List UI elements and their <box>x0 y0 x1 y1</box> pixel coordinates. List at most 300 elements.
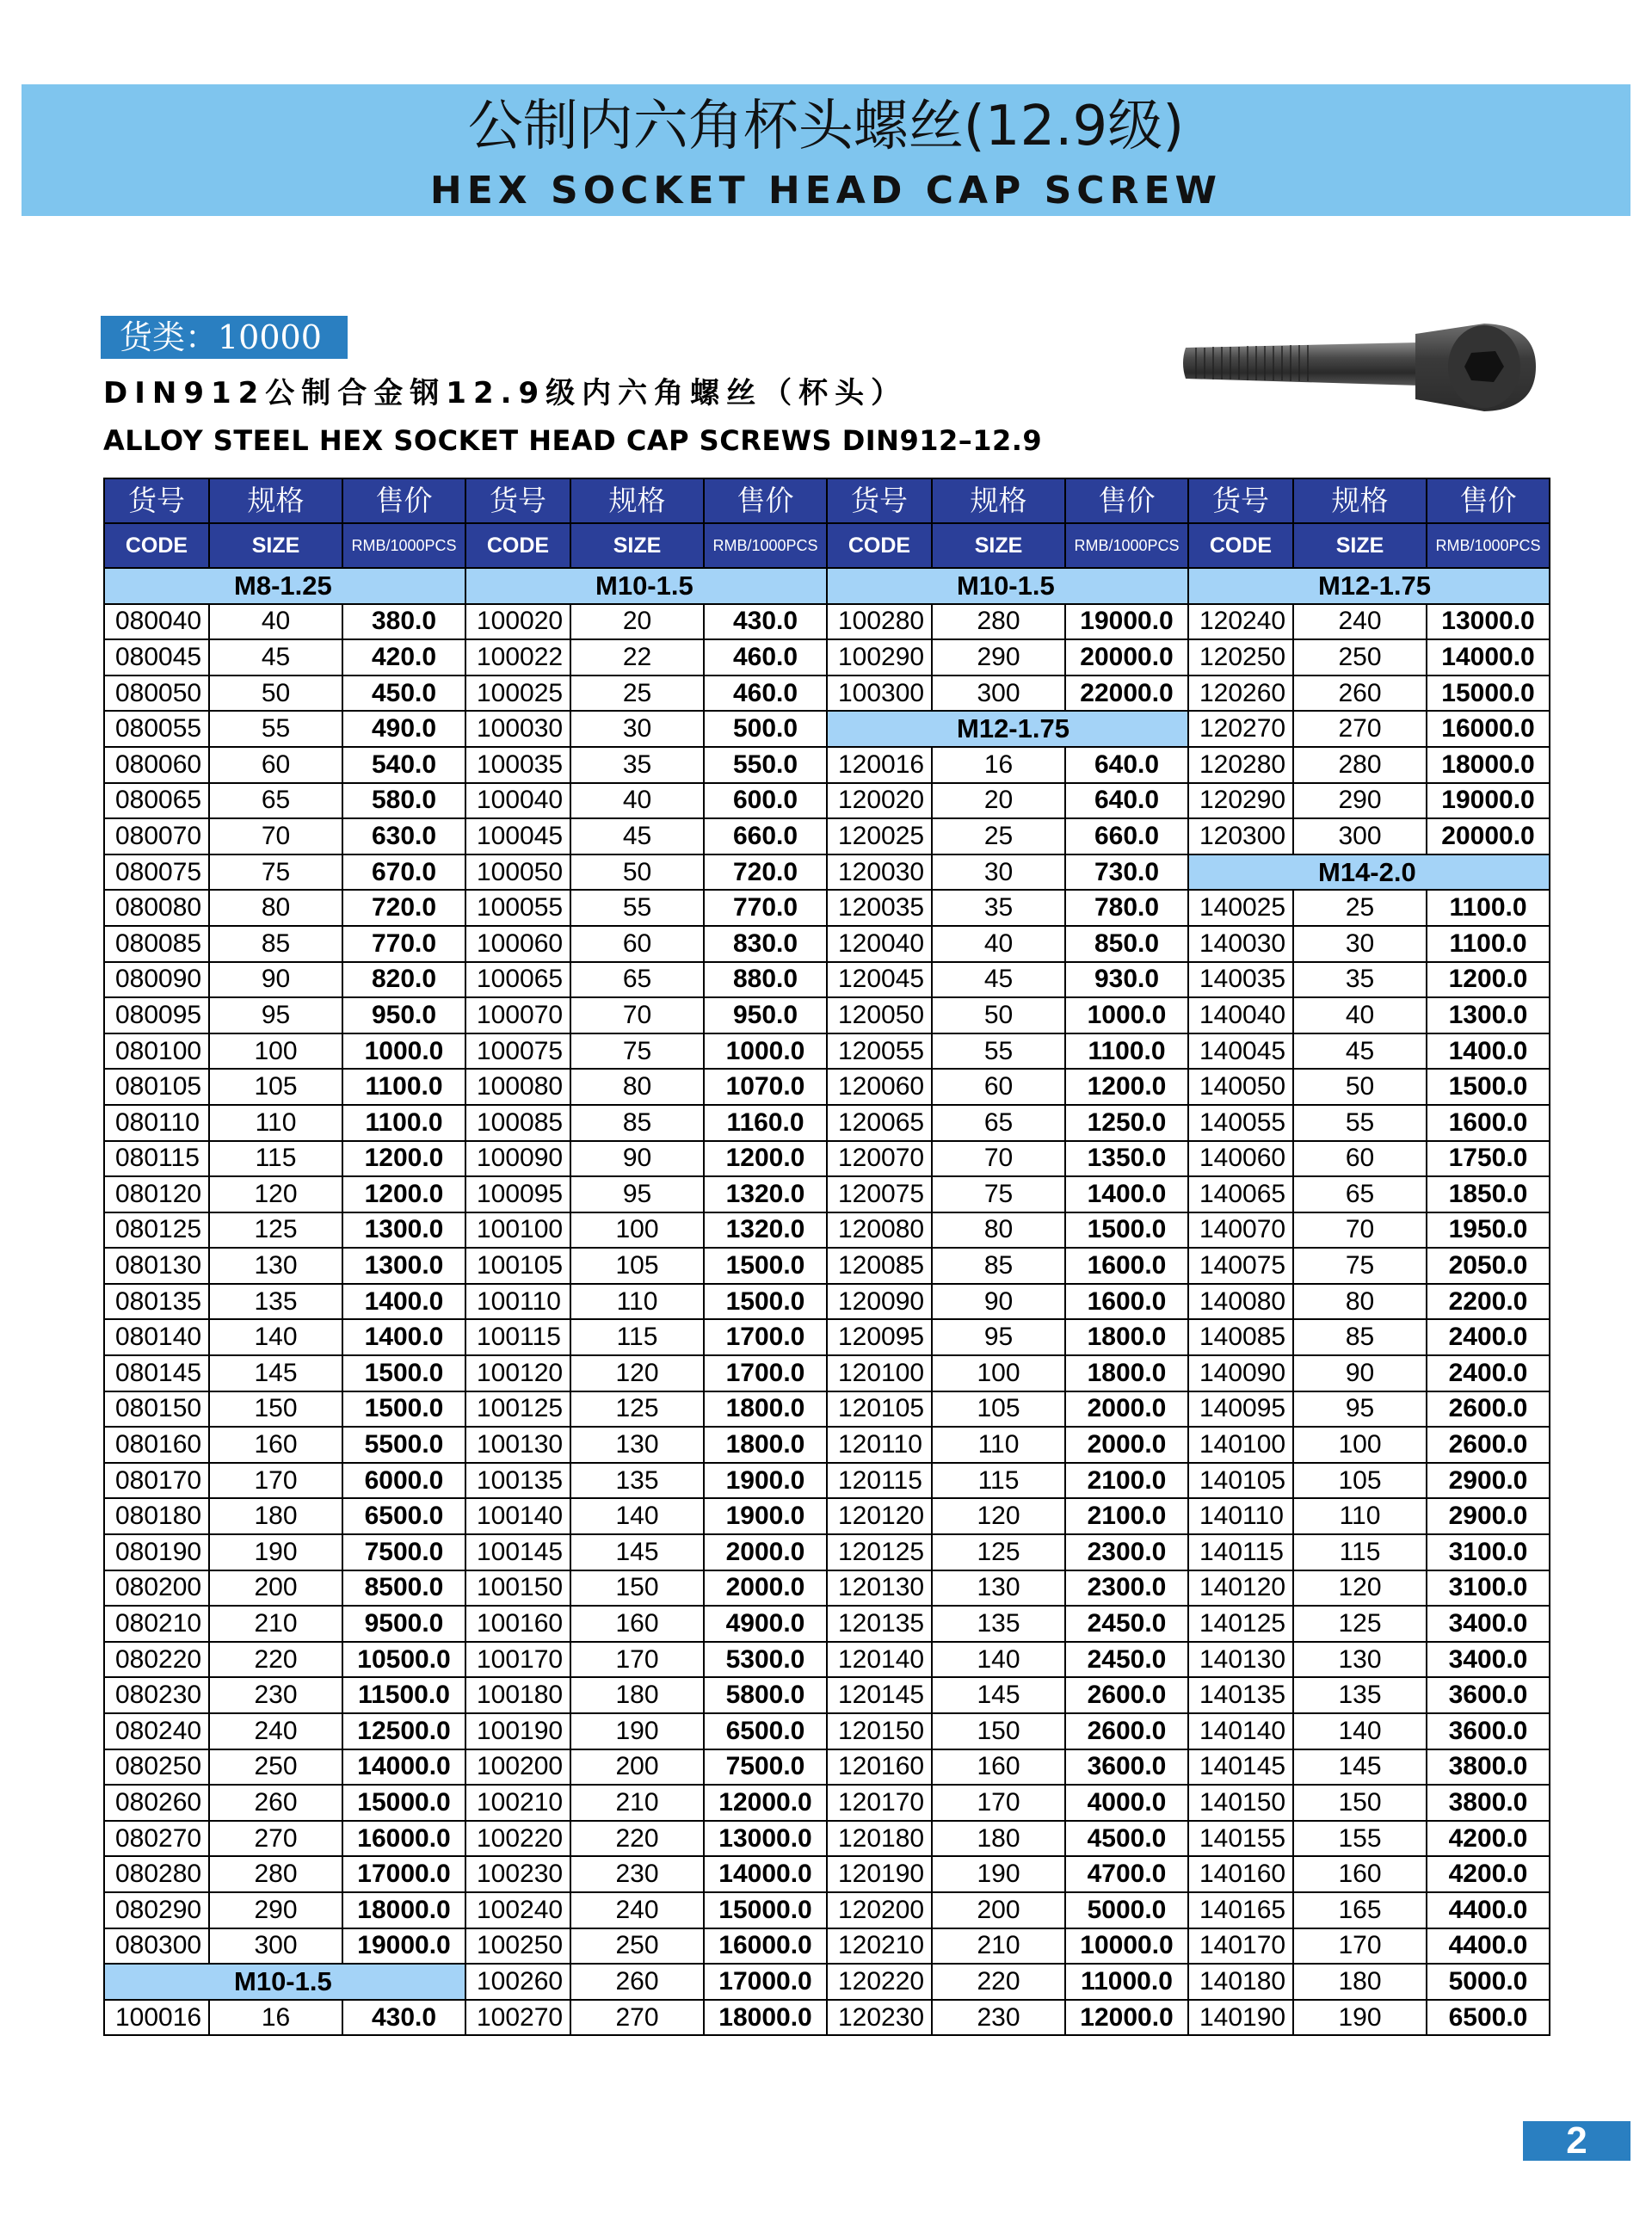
table-row <box>104 711 1550 747</box>
code-cell: 100270 <box>465 2000 570 2036</box>
price-cell: 1160.0 <box>704 1105 827 1141</box>
code-cell: 080050 <box>104 676 209 712</box>
table-row <box>104 1176 1550 1212</box>
code-cell: 120125 <box>827 1534 932 1570</box>
size-cell: 200 <box>932 1892 1065 1928</box>
size-cell: 115 <box>932 1463 1065 1499</box>
price-cell: 1600.0 <box>1065 1248 1188 1284</box>
code-cell: 100075 <box>465 1033 570 1070</box>
code-cell: 100065 <box>465 962 570 998</box>
price-cell: 11500.0 <box>342 1677 465 1713</box>
size-cell: 70 <box>209 818 342 854</box>
code-cell: 120150 <box>827 1713 932 1749</box>
table-row <box>104 1033 1550 1070</box>
price-cell: 19000.0 <box>342 1928 465 1965</box>
code-cell: 140035 <box>1188 962 1293 998</box>
code-cell: 100070 <box>465 997 570 1033</box>
size-cell: 22 <box>570 639 704 676</box>
size-cell: 110 <box>1293 1498 1427 1534</box>
size-cell: 120 <box>932 1498 1065 1534</box>
size-cell: 16 <box>932 747 1065 783</box>
price-cell: 6500.0 <box>342 1498 465 1534</box>
table-row <box>104 1821 1550 1857</box>
code-cell: 100135 <box>465 1463 570 1499</box>
size-cell: 60 <box>932 1069 1065 1105</box>
code-cell: 120105 <box>827 1391 932 1428</box>
code-cell: 140190 <box>1188 2000 1293 2036</box>
code-cell: 100080 <box>465 1069 570 1105</box>
code-cell: 140030 <box>1188 926 1293 962</box>
header-cell-en: CODE <box>827 523 932 568</box>
table-row <box>104 1105 1550 1141</box>
size-cell: 280 <box>932 604 1065 640</box>
price-cell: 1750.0 <box>1427 1141 1550 1177</box>
table-row <box>104 1141 1550 1177</box>
size-cell: 170 <box>209 1463 342 1499</box>
code-cell: 120070 <box>827 1141 932 1177</box>
size-cell: 20 <box>570 604 704 640</box>
price-cell: 5800.0 <box>704 1677 827 1713</box>
code-cell: 140100 <box>1188 1427 1293 1463</box>
price-cell: 1400.0 <box>342 1319 465 1355</box>
size-cell: 230 <box>570 1856 704 1892</box>
code-cell: 120145 <box>827 1677 932 1713</box>
size-cell: 220 <box>932 1964 1065 2000</box>
price-cell: 1500.0 <box>342 1355 465 1391</box>
table-row <box>104 1463 1550 1499</box>
code-cell: 140120 <box>1188 1570 1293 1607</box>
price-cell: 12000.0 <box>1065 2000 1188 2036</box>
size-cell: 140 <box>932 1642 1065 1678</box>
size-cell: 75 <box>932 1176 1065 1212</box>
size-cell: 210 <box>932 1928 1065 1965</box>
header-cell-cn: 售价 <box>704 478 827 523</box>
code-cell: 120080 <box>827 1212 932 1249</box>
table-row <box>104 604 1550 640</box>
price-cell: 6500.0 <box>1427 2000 1550 2036</box>
size-cell: 150 <box>570 1570 704 1607</box>
size-cell: 190 <box>932 1856 1065 1892</box>
code-cell: 120290 <box>1188 783 1293 819</box>
price-cell: 1300.0 <box>342 1212 465 1249</box>
size-cell: 50 <box>570 854 704 891</box>
category-label: 货类：10000 <box>101 316 348 359</box>
size-cell: 260 <box>209 1785 342 1821</box>
code-cell: 100095 <box>465 1176 570 1212</box>
code-cell: 080070 <box>104 818 209 854</box>
header-cell-cn: 货号 <box>465 478 570 523</box>
code-cell: 080160 <box>104 1427 209 1463</box>
page-number: 2 <box>1523 2121 1630 2161</box>
header-cell-en: SIZE <box>1293 523 1427 568</box>
code-cell: 080220 <box>104 1642 209 1678</box>
size-cell: 145 <box>1293 1749 1427 1786</box>
size-cell: 120 <box>570 1355 704 1391</box>
code-cell: 120035 <box>827 890 932 926</box>
price-cell: 22000.0 <box>1065 676 1188 712</box>
table-row <box>104 1069 1550 1105</box>
price-cell: 1100.0 <box>1065 1033 1188 1070</box>
price-cell: 4500.0 <box>1065 1821 1188 1857</box>
header-cell-en: CODE <box>465 523 570 568</box>
price-cell: 3100.0 <box>1427 1534 1550 1570</box>
price-cell: 1500.0 <box>1065 1212 1188 1249</box>
code-cell: 080075 <box>104 854 209 891</box>
header-cell-cn: 售价 <box>342 478 465 523</box>
price-cell: 3400.0 <box>1427 1606 1550 1642</box>
price-cell: 1350.0 <box>1065 1141 1188 1177</box>
code-cell: 080145 <box>104 1355 209 1391</box>
code-cell: 140170 <box>1188 1928 1293 1965</box>
size-cell: 105 <box>1293 1463 1427 1499</box>
size-cell: 240 <box>570 1892 704 1928</box>
code-cell: 140095 <box>1188 1391 1293 1428</box>
size-cell: 30 <box>570 711 704 747</box>
code-cell: 140155 <box>1188 1821 1293 1857</box>
page-title-en: HEX SOCKET HEAD CAP SCREW <box>429 169 1223 213</box>
table-row <box>104 1427 1550 1463</box>
size-cell: 145 <box>932 1677 1065 1713</box>
code-cell: 080055 <box>104 711 209 747</box>
table-row <box>104 1677 1550 1713</box>
code-cell: 080150 <box>104 1391 209 1428</box>
price-cell: 1850.0 <box>1427 1176 1550 1212</box>
price-cell: 450.0 <box>342 676 465 712</box>
table-row <box>104 1642 1550 1678</box>
code-cell: 100055 <box>465 890 570 926</box>
size-cell: 135 <box>1293 1677 1427 1713</box>
size-cell: 125 <box>932 1534 1065 1570</box>
price-cell: 2600.0 <box>1427 1391 1550 1428</box>
price-cell: 1000.0 <box>1065 997 1188 1033</box>
code-cell: 120100 <box>827 1355 932 1391</box>
size-cell: 230 <box>932 2000 1065 2036</box>
code-cell: 100110 <box>465 1284 570 1320</box>
code-cell: 120250 <box>1188 639 1293 676</box>
price-cell: 2400.0 <box>1427 1355 1550 1391</box>
code-cell: 140110 <box>1188 1498 1293 1534</box>
size-cell: 160 <box>209 1427 342 1463</box>
size-cell: 45 <box>932 962 1065 998</box>
price-cell: 1100.0 <box>1427 890 1550 926</box>
size-cell: 125 <box>209 1212 342 1249</box>
code-cell: 120075 <box>827 1176 932 1212</box>
code-cell: 120135 <box>827 1606 932 1642</box>
price-cell: 950.0 <box>342 997 465 1033</box>
size-cell: 120 <box>1293 1570 1427 1607</box>
size-cell: 190 <box>570 1713 704 1749</box>
price-cell: 15000.0 <box>342 1785 465 1821</box>
price-cell: 1100.0 <box>342 1105 465 1141</box>
size-cell: 95 <box>1293 1391 1427 1428</box>
product-title-en: ALLOY STEEL HEX SOCKET HEAD CAP SCREWS DIN912–12.9 <box>103 424 1043 457</box>
code-cell: 140050 <box>1188 1069 1293 1105</box>
size-cell: 130 <box>1293 1642 1427 1678</box>
size-cell: 30 <box>1293 926 1427 962</box>
price-cell: 4200.0 <box>1427 1821 1550 1857</box>
price-cell: 1500.0 <box>1427 1069 1550 1105</box>
code-cell: 100230 <box>465 1856 570 1892</box>
price-cell: 14000.0 <box>704 1856 827 1892</box>
table-row <box>104 1856 1550 1892</box>
code-cell: 120180 <box>827 1821 932 1857</box>
size-cell: 55 <box>1293 1105 1427 1141</box>
size-cell: 40 <box>1293 997 1427 1033</box>
size-cell: 260 <box>570 1964 704 2000</box>
code-cell: 120090 <box>827 1284 932 1320</box>
code-cell: 140105 <box>1188 1463 1293 1499</box>
table-row <box>104 1570 1550 1607</box>
size-cell: 70 <box>932 1141 1065 1177</box>
table-row <box>104 997 1550 1033</box>
code-cell: 140080 <box>1188 1284 1293 1320</box>
header-cell-cn: 规格 <box>570 478 704 523</box>
size-cell: 110 <box>932 1427 1065 1463</box>
size-cell: 70 <box>1293 1212 1427 1249</box>
size-cell: 230 <box>209 1677 342 1713</box>
size-cell: 125 <box>1293 1606 1427 1642</box>
size-group-header: M8-1.25 <box>104 568 465 604</box>
code-cell: 100045 <box>465 818 570 854</box>
code-cell: 080080 <box>104 890 209 926</box>
code-cell: 080230 <box>104 1677 209 1713</box>
price-cell: 2600.0 <box>1065 1713 1188 1749</box>
table-row <box>104 1928 1550 1965</box>
code-cell: 100120 <box>465 1355 570 1391</box>
size-cell: 280 <box>209 1856 342 1892</box>
code-cell: 120280 <box>1188 747 1293 783</box>
table-row <box>104 1606 1550 1642</box>
table-row <box>104 1713 1550 1749</box>
header-row-en <box>104 523 1550 568</box>
code-cell: 140065 <box>1188 1176 1293 1212</box>
size-cell: 135 <box>209 1284 342 1320</box>
table-row <box>104 1284 1550 1320</box>
size-cell: 75 <box>570 1033 704 1070</box>
size-cell: 135 <box>932 1606 1065 1642</box>
price-cell: 770.0 <box>704 890 827 926</box>
size-group-header: M10-1.5 <box>465 568 827 604</box>
size-cell: 115 <box>1293 1534 1427 1570</box>
size-cell: 90 <box>1293 1355 1427 1391</box>
price-cell: 15000.0 <box>1427 676 1550 712</box>
price-cell: 950.0 <box>704 997 827 1033</box>
size-cell: 55 <box>209 711 342 747</box>
code-cell: 120085 <box>827 1248 932 1284</box>
size-cell: 190 <box>1293 2000 1427 2036</box>
code-cell: 140160 <box>1188 1856 1293 1892</box>
code-cell: 140115 <box>1188 1534 1293 1570</box>
price-cell: 2900.0 <box>1427 1463 1550 1499</box>
code-cell: 140140 <box>1188 1713 1293 1749</box>
code-cell: 140165 <box>1188 1892 1293 1928</box>
size-cell: 90 <box>570 1141 704 1177</box>
size-cell: 250 <box>1293 639 1427 676</box>
header-cell-cn: 规格 <box>932 478 1065 523</box>
price-cell: 1800.0 <box>1065 1319 1188 1355</box>
code-cell: 100050 <box>465 854 570 891</box>
size-cell: 150 <box>209 1391 342 1428</box>
code-cell: 140085 <box>1188 1319 1293 1355</box>
price-cell: 12000.0 <box>704 1785 827 1821</box>
size-cell: 30 <box>932 854 1065 891</box>
code-cell: 120045 <box>827 962 932 998</box>
code-cell: 100100 <box>465 1212 570 1249</box>
size-cell: 80 <box>932 1212 1065 1249</box>
price-cell: 2450.0 <box>1065 1606 1188 1642</box>
code-cell: 100040 <box>465 783 570 819</box>
price-cell: 3600.0 <box>1427 1677 1550 1713</box>
size-cell: 55 <box>570 890 704 926</box>
size-cell: 50 <box>209 676 342 712</box>
price-cell: 19000.0 <box>1065 604 1188 640</box>
header-cell-cn: 货号 <box>1188 478 1293 523</box>
code-cell: 120065 <box>827 1105 932 1141</box>
size-cell: 85 <box>932 1248 1065 1284</box>
price-cell: 4700.0 <box>1065 1856 1188 1892</box>
size-cell: 35 <box>1293 962 1427 998</box>
price-cell: 9500.0 <box>342 1606 465 1642</box>
table-row <box>104 890 1550 926</box>
price-cell: 3100.0 <box>1427 1570 1550 1607</box>
price-cell: 1200.0 <box>342 1176 465 1212</box>
price-cell: 2050.0 <box>1427 1248 1550 1284</box>
code-cell: 140055 <box>1188 1105 1293 1141</box>
price-cell: 460.0 <box>704 639 827 676</box>
code-cell: 140145 <box>1188 1749 1293 1786</box>
size-cell: 55 <box>932 1033 1065 1070</box>
price-cell: 490.0 <box>342 711 465 747</box>
code-cell: 100105 <box>465 1248 570 1284</box>
size-cell: 200 <box>570 1749 704 1786</box>
size-cell: 270 <box>570 2000 704 2036</box>
code-cell: 080130 <box>104 1248 209 1284</box>
price-cell: 2600.0 <box>1427 1427 1550 1463</box>
size-cell: 65 <box>209 783 342 819</box>
size-cell: 240 <box>209 1713 342 1749</box>
size-cell: 180 <box>1293 1964 1427 2000</box>
code-cell: 120050 <box>827 997 932 1033</box>
size-cell: 40 <box>209 604 342 640</box>
table-row <box>104 854 1550 891</box>
code-cell: 120030 <box>827 854 932 891</box>
size-cell: 110 <box>570 1284 704 1320</box>
price-cell: 6500.0 <box>704 1713 827 1749</box>
size-cell: 145 <box>570 1534 704 1570</box>
table-row <box>104 783 1550 819</box>
price-cell: 780.0 <box>1065 890 1188 926</box>
code-cell: 140025 <box>1188 890 1293 926</box>
size-cell: 95 <box>932 1319 1065 1355</box>
price-cell: 880.0 <box>704 962 827 998</box>
size-cell: 50 <box>1293 1069 1427 1105</box>
price-cell: 1200.0 <box>704 1141 827 1177</box>
code-cell: 100300 <box>827 676 932 712</box>
code-cell: 140125 <box>1188 1606 1293 1642</box>
size-cell: 65 <box>932 1105 1065 1141</box>
price-cell: 8500.0 <box>342 1570 465 1607</box>
size-cell: 95 <box>570 1176 704 1212</box>
code-cell: 100125 <box>465 1391 570 1428</box>
code-cell: 120260 <box>1188 676 1293 712</box>
size-cell: 180 <box>570 1677 704 1713</box>
price-cell: 1600.0 <box>1427 1105 1550 1141</box>
table-row <box>104 1785 1550 1821</box>
code-cell: 100025 <box>465 676 570 712</box>
size-cell: 160 <box>1293 1856 1427 1892</box>
price-cell: 550.0 <box>704 747 827 783</box>
header-cell-cn: 货号 <box>104 478 209 523</box>
size-cell: 290 <box>932 639 1065 676</box>
price-cell: 1600.0 <box>1065 1284 1188 1320</box>
price-cell: 380.0 <box>342 604 465 640</box>
code-cell: 080135 <box>104 1284 209 1320</box>
size-cell: 145 <box>209 1355 342 1391</box>
price-cell: 1800.0 <box>704 1391 827 1428</box>
code-cell: 120060 <box>827 1069 932 1105</box>
price-cell: 2000.0 <box>704 1570 827 1607</box>
price-cell: 730.0 <box>1065 854 1188 891</box>
code-cell: 120040 <box>827 926 932 962</box>
price-cell: 1300.0 <box>342 1248 465 1284</box>
code-cell: 140060 <box>1188 1141 1293 1177</box>
size-cell: 170 <box>570 1642 704 1678</box>
price-cell: 830.0 <box>704 926 827 962</box>
code-cell: 120210 <box>827 1928 932 1965</box>
code-cell: 100035 <box>465 747 570 783</box>
price-cell: 1500.0 <box>704 1248 827 1284</box>
code-cell: 120300 <box>1188 818 1293 854</box>
table-row <box>104 1391 1550 1428</box>
price-cell: 1800.0 <box>704 1427 827 1463</box>
code-cell: 080290 <box>104 1892 209 1928</box>
price-cell: 1400.0 <box>1427 1033 1550 1070</box>
header-cell-en: RMB/1000PCS <box>704 523 827 568</box>
header-cell-en: RMB/1000PCS <box>342 523 465 568</box>
header-cell-cn: 售价 <box>1427 478 1550 523</box>
price-cell: 1950.0 <box>1427 1212 1550 1249</box>
size-cell: 155 <box>1293 1821 1427 1857</box>
size-cell: 140 <box>209 1319 342 1355</box>
size-cell: 65 <box>570 962 704 998</box>
table-row <box>104 1498 1550 1534</box>
code-cell: 100022 <box>465 639 570 676</box>
size-cell: 50 <box>932 997 1065 1033</box>
size-cell: 250 <box>209 1749 342 1786</box>
code-cell: 080270 <box>104 1821 209 1857</box>
code-cell: 080190 <box>104 1534 209 1570</box>
price-cell: 16000.0 <box>1427 711 1550 747</box>
size-cell: 220 <box>209 1642 342 1678</box>
size-cell: 45 <box>209 639 342 676</box>
price-cell: 7500.0 <box>342 1534 465 1570</box>
size-cell: 290 <box>209 1892 342 1928</box>
size-cell: 260 <box>1293 676 1427 712</box>
price-cell: 17000.0 <box>342 1856 465 1892</box>
size-cell: 25 <box>932 818 1065 854</box>
size-cell: 170 <box>1293 1928 1427 1965</box>
code-cell: 080260 <box>104 1785 209 1821</box>
code-cell: 080060 <box>104 747 209 783</box>
size-cell: 75 <box>209 854 342 891</box>
price-cell: 1200.0 <box>1065 1069 1188 1105</box>
code-cell: 080240 <box>104 1713 209 1749</box>
price-cell: 430.0 <box>342 2000 465 2036</box>
table-row <box>104 1964 1550 2000</box>
price-cell: 1200.0 <box>1427 962 1550 998</box>
size-cell: 190 <box>209 1534 342 1570</box>
size-cell: 60 <box>570 926 704 962</box>
